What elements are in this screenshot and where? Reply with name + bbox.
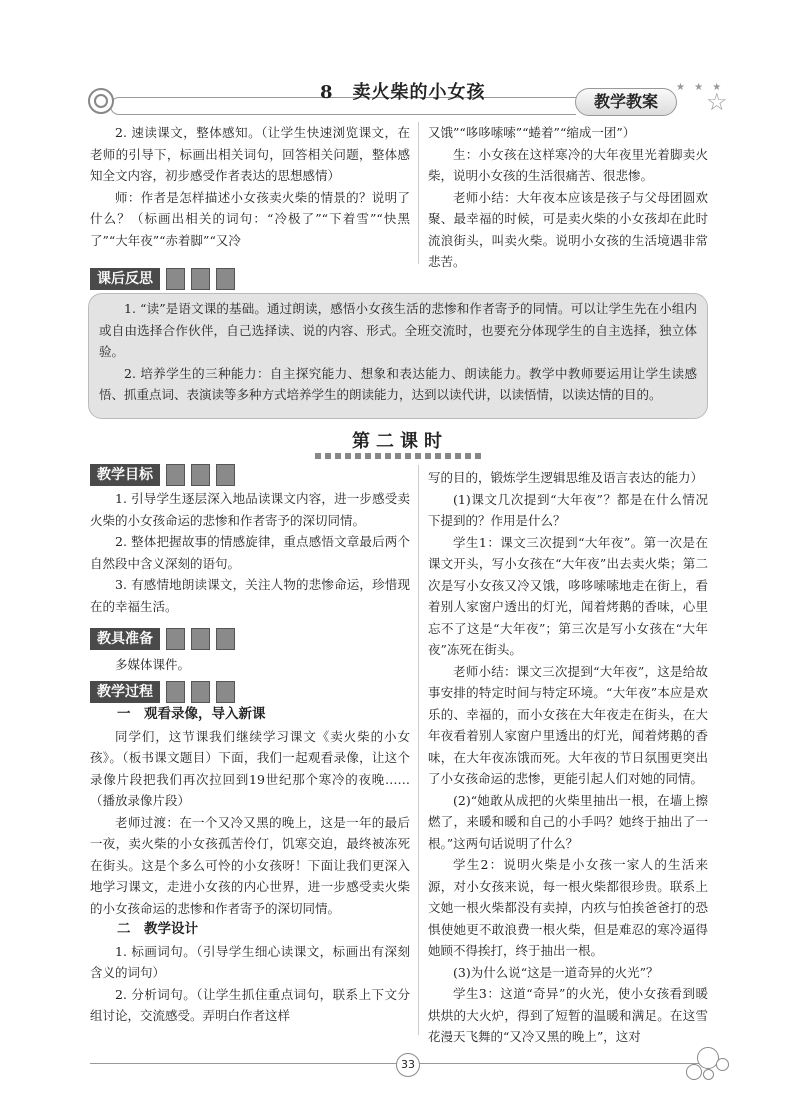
tools-text — [90, 654, 410, 676]
bubble-icon — [686, 1064, 702, 1080]
answer: 学生2：说明火柴是小女孩一家人的生活来源，对小女孩来说，每一根火柴都很珍贵。联系上文她一根火柴都没有卖掉，内疚与怕挨爸爸打的恐惧使她更不敢浪费一根火柴，但是难忍的寒冷逼得她顾不得挨打，终于抽出一根。 — [428, 857, 708, 958]
question: (1)课文几次提到“大年夜”？都是在什么情况下提到的？作用是什么？ — [428, 491, 708, 528]
tag-label: 教学过程 — [90, 681, 160, 703]
reflection-box — [88, 293, 708, 419]
page-number: 33 — [396, 1053, 420, 1077]
section-tag-reflection — [90, 268, 235, 290]
paragraph: 1. “读”是语文课的基础。通过朗读，感悟小女孩生活的悲惨和作者寄予的同情。可以让学生先在小组内或自由选择合作伙伴，自己选择读、说的内容、形式。全班交流时，也要充分体现学生的自主选择，独立体验。 — [99, 301, 697, 359]
lesson2-title: 第二课时 — [352, 431, 448, 452]
paragraph: 2. 培养学生的三种能力：自主探究能力、想象和表达能力、朗读能力。教学中教师要运用让学生读感悟、抓重点词、表演读等多种方式培养学生的朗读能力，达到以读代讲，以读悟情，以读达情的目的。 — [99, 365, 697, 402]
tag-label: 教学目标 — [90, 464, 160, 486]
dots-decoration: ★ ★ ★ — [676, 82, 725, 93]
bubble-icon — [703, 1069, 714, 1080]
summary: 老师小结：课文三次提到“大年夜”，这是给故事安排的特定时间与特定环境。“大年夜”本应是欢乐的、幸福的，而小女孩在大年夜走在街头，在大年夜看着别人家窗户里透出的灯光，闻着烤鹅的香味，在大年夜冻饿而死。大年夜的节日氛围更突出了小女孩命运的悲惨，更能引起人们对她的同情。 — [428, 663, 708, 786]
section-tag-tools — [90, 628, 235, 650]
tag-block — [191, 681, 210, 703]
paragraph: 2. 速读课文，整体感知。（让学生快速浏览课文，在老师的引导下，标画出相关词句，回答相关问题，整体感知全文内容，初步感受作者表达的思想感情） — [90, 125, 410, 183]
tag-block — [216, 628, 235, 650]
paragraph: 生：小女孩在这样寒冷的大年夜里光着脚卖火柴，说明小女孩的生活很痛苦、很悲惨。 — [428, 146, 708, 183]
tag-label: 课后反思 — [90, 268, 160, 290]
tag-block — [216, 464, 235, 486]
question: (2)“她敢从成把的火柴里抽出一根，在墙上擦燃了，来暖和暖和自己的小手吗？她终于抽出了一根。”这两句话说明了什么？ — [428, 792, 708, 851]
process-right — [428, 467, 708, 1048]
process-left — [90, 704, 410, 1027]
tag-block — [216, 268, 235, 290]
tag-label: 教具准备 — [90, 628, 160, 650]
column-divider — [418, 122, 419, 264]
list-item: 1. 引导学生逐层深入地品读课文内容，进一步感受卖火柴的小女孩命运的悲惨和作者寄予的深切同情。 — [90, 491, 410, 528]
lesson-title: 8 卖火柴的小女孩 — [320, 82, 486, 103]
tag-block — [191, 628, 210, 650]
paragraph: 老师过渡：在一个又冷又黑的晚上，这是一年的最后一夜，卖火柴的小女孩孤苦伶仃，饥寒交迫，最终被冻死在街头。这是个多么可怜的小女孩呀！下面让我们更深入地学习课文，走进小女孩的内心世界，进一步感受卖火柴的小女孩命运的悲惨和作者寄予的深切同情。 — [90, 814, 410, 916]
question: (3)为什么说“这是一道奇异的火光”？ — [453, 964, 659, 980]
list-item: 3. 有感情地朗读课文，关注人物的悲惨命运，珍惜现在的幸福生活。 — [90, 577, 410, 614]
paragraph: 师：作者是怎样描述小女孩卖火柴的情景的？说明了什么？（标画出相关的词句：“冷极了”“下着雪”“快黑了”“大年夜”“赤着脚”“又冷 — [90, 189, 410, 248]
top-left-column — [90, 122, 410, 251]
star-icon: ☆ — [706, 88, 728, 116]
header-label: 教学教案 — [575, 88, 677, 116]
answer: 学生3：这道“奇异”的火光，使小女孩看到暖烘烘的大火炉，得到了短暂的温暖和满足。在这雪花漫天飞舞的“又冷又黑的晚上”，这对 — [428, 986, 708, 1044]
subheading: 一 观看录像，导入新课 — [117, 706, 266, 722]
bubble-icon — [716, 1058, 729, 1071]
section-tag-process — [90, 681, 235, 703]
column-divider — [418, 465, 419, 1035]
answer: 学生1：课文三次提到“大年夜”。第一次是在课文开头，写小女孩在“大年夜”出去卖火柴；第二次是写小女孩又冷又饿，哆哆嗦嗦地走在街上，看着别人家窗户透出的灯光，闻着烤鹅的香味，心里忘不了这是“大年夜”；第三次是写小女孩在“大年夜”冻死在街头。 — [428, 534, 708, 657]
list-item: 2. 整体把握故事的情感旋律，重点感悟文章最后两个自然段中含义深刻的语句。 — [90, 534, 410, 571]
tag-block — [216, 681, 235, 703]
tag-block — [191, 464, 210, 486]
subheading: 二 教学设计 — [117, 921, 198, 937]
paragraph: 写的目的，锻炼学生逻辑思维及语言表达的能力） — [428, 470, 704, 485]
title-dots — [315, 453, 485, 459]
paragraph: 多媒体课件。 — [115, 657, 191, 672]
tag-block — [166, 464, 185, 486]
paragraph: 同学们，这节课我们继续学习课文《卖火柴的小女孩》。（板书课文题目）下面，我们一起观看录像，让这个录像片段把我们再次拉回到19世纪那个寒冷的夜晚……（播放录像片段） — [90, 728, 410, 808]
tag-block — [166, 628, 185, 650]
tag-block — [191, 268, 210, 290]
paragraph: 老师小结：大年夜本应该是孩子与父母团圆欢聚、最幸福的时候，可是卖火柴的小女孩却在此时流浪街头，叫卖火柴。说明小女孩的生活境遇非常悲苦。 — [428, 189, 708, 269]
tag-block — [166, 268, 185, 290]
paragraph: 1. 标画词句。（引导学生细心读课文，标画出有深刻含义的词句） — [90, 943, 410, 980]
section-tag-goals — [90, 464, 235, 486]
spiral-inner-icon — [94, 94, 108, 108]
paragraph: 2. 分析词句。（让学生抓住重点词句，联系上下文分组讨论，交流感受。弄明白作者这样 — [90, 986, 410, 1023]
tag-block — [166, 681, 185, 703]
top-right-column — [428, 122, 708, 273]
goals-list — [90, 488, 410, 617]
paragraph: 又饿”“哆哆嗦嗦”“蜷着”“缩成一团”） — [428, 125, 636, 140]
